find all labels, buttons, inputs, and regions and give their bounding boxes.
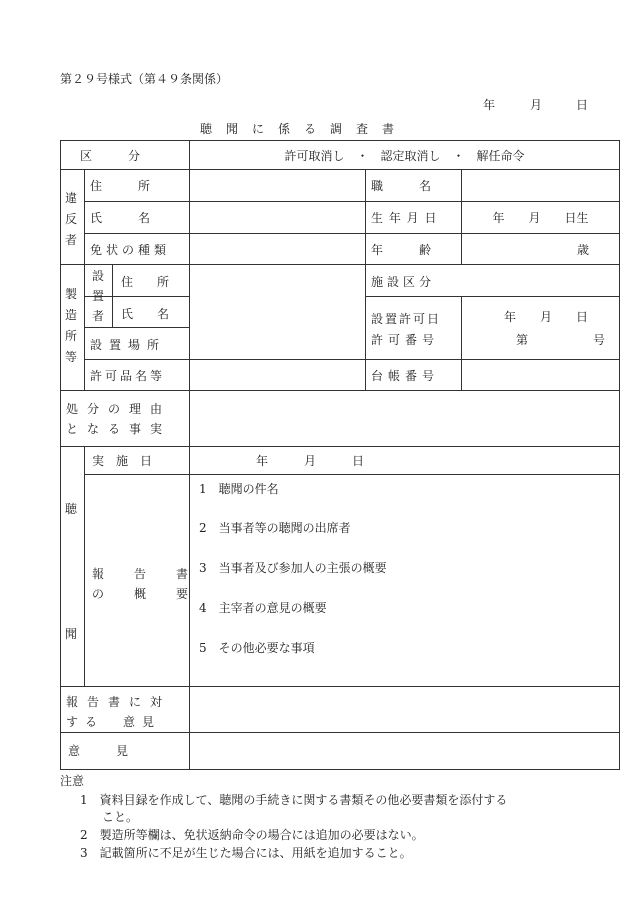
installer-label: 設 置 者 xyxy=(92,269,105,323)
birthdate-value: 年 月 日生 xyxy=(492,211,589,225)
kubun-label: 区 分 xyxy=(80,148,141,163)
permit-number-prefix: 第 xyxy=(516,333,529,347)
installer-name-label: 氏 名 xyxy=(121,306,170,321)
list-item: 3 当事者及び参加人の主張の概要 xyxy=(199,561,387,575)
ledger-label: 台帳番号 xyxy=(371,369,440,383)
date-year: 年 xyxy=(483,98,496,112)
permit-date-label: 設置許可日 xyxy=(371,312,442,326)
product-label: 許可品名等 xyxy=(90,369,166,383)
note-item: 2 製造所等欄は、免状返納命令の場合には追加の必要はない。 xyxy=(80,828,424,842)
age-unit: 歳 xyxy=(577,243,590,257)
list-item: 5 その他必要な事項 xyxy=(199,641,315,655)
held-date-value: 年 月 日 xyxy=(255,454,364,468)
document-title: 聴 聞 に 係 る 調 査 書 xyxy=(200,122,396,136)
list-item: 4 主宰者の意見の概要 xyxy=(199,601,327,615)
kubun-options: 許可取消し ・ 認定取消し ・ 解任命令 xyxy=(284,149,525,163)
violator-label: 違 反 者 xyxy=(65,191,78,247)
hearing-label-top: 聴 xyxy=(65,502,78,516)
held-date-label: 実 施 日 xyxy=(92,453,153,468)
age-label: 年 齢 xyxy=(371,242,432,257)
occupation-label: 職 名 xyxy=(371,178,432,193)
installer-address-label: 住 所 xyxy=(121,274,170,289)
permit-date-value: 年 月 日 xyxy=(504,310,589,324)
date-month: 月 xyxy=(530,98,543,112)
license-type-label: 免状の種類 xyxy=(90,243,171,257)
opinion-on-report-line2: する 意見 xyxy=(66,715,162,729)
note-item: 3 記載箇所に不足が生じた場合には、用紙を追加すること。 xyxy=(80,846,412,860)
hearing-label-bottom: 聞 xyxy=(65,627,78,641)
location-label: 設置場所 xyxy=(90,338,167,352)
facility-label: 製 造 所 等 xyxy=(65,287,78,364)
note-item: 1 資料目録を作成して、聴聞の手続きに関する書類その他必要書類を添付する xyxy=(80,793,508,807)
birthdate-label: 生 年 月 日 xyxy=(371,211,438,225)
permit-number-label: 許可番号 xyxy=(371,333,440,347)
list-item: 1 聴聞の件名 xyxy=(199,482,279,496)
list-item: 2 当事者等の聴聞の出席者 xyxy=(199,521,351,535)
facility-type-label: 施設区分 xyxy=(371,275,436,289)
permit-number-suffix: 号 xyxy=(593,333,606,347)
form-number: 第２９号様式（第４９条関係） xyxy=(60,72,229,86)
opinion-label: 意 見 xyxy=(68,743,129,758)
report-summary-label-line2: の 概 要 xyxy=(92,587,198,601)
report-summary-label-line1: 報 告 書 xyxy=(92,567,198,581)
address-label: 住 所 xyxy=(90,178,151,193)
date-day: 日 xyxy=(576,98,589,112)
note-item: こと。 xyxy=(102,810,139,824)
notes-title: 注意 xyxy=(60,774,85,788)
reason-label-line2: となる事実 xyxy=(66,422,172,436)
opinion-on-report-line1: 報告書に対 xyxy=(66,695,172,709)
name-label: 氏 名 xyxy=(90,210,151,225)
reason-label-line1: 処分の理由 xyxy=(66,402,172,416)
